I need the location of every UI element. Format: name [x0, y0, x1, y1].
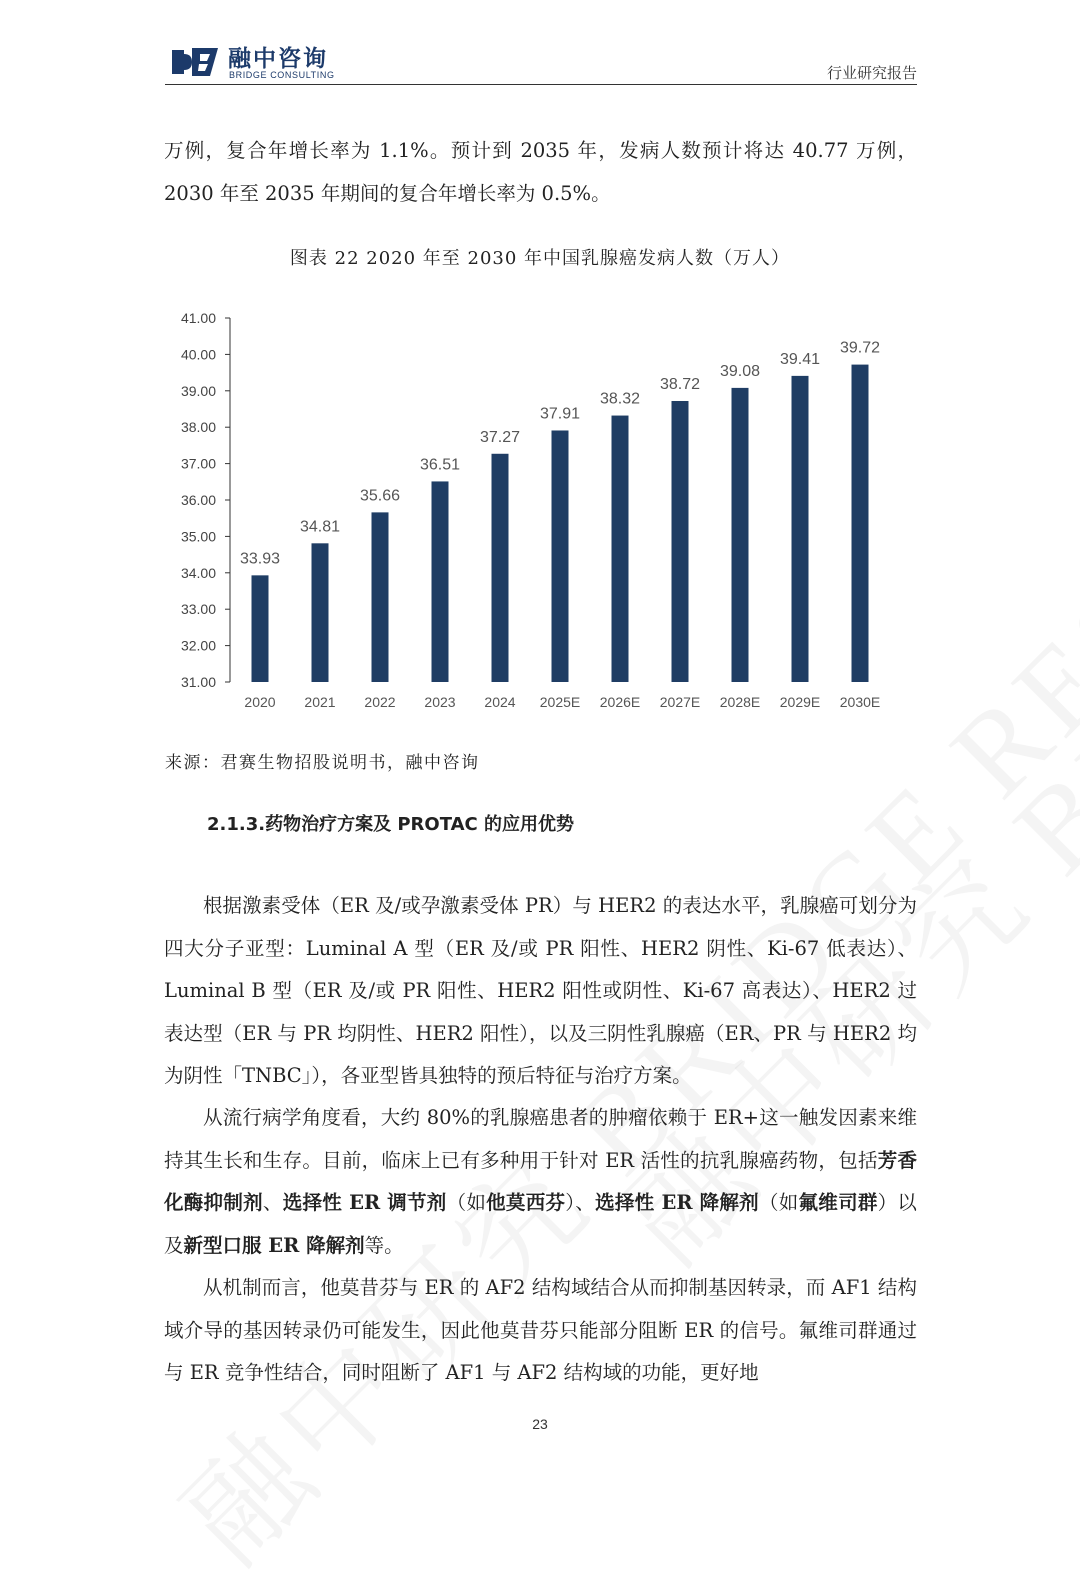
- text-run: ）、: [565, 1191, 596, 1214]
- drug-fulvestrant: 氟维司群: [798, 1191, 878, 1214]
- bar-value-label: 35.66: [359, 487, 401, 505]
- bar: [372, 512, 389, 682]
- x-tick-label: 2026E: [599, 694, 641, 710]
- bar-value-label: 34.81: [299, 518, 341, 536]
- paragraph-epidemiology: [164, 1097, 917, 1267]
- bar: [732, 388, 749, 682]
- text-run: 等。: [364, 1233, 404, 1257]
- y-tick-label: 39.00: [180, 382, 216, 399]
- bar: [672, 401, 689, 682]
- y-tick-label: 35.00: [180, 528, 216, 545]
- x-tick-label: 2023: [424, 694, 456, 710]
- text-run: 、: [262, 1191, 283, 1214]
- page-header: [165, 36, 917, 84]
- x-tick-label: 2024: [484, 694, 516, 710]
- drug-class-aromatase-inhibitor: 芳香化酶抑制剂: [164, 1148, 917, 1214]
- x-tick-label: 2030E: [839, 694, 881, 710]
- figure-source: 来源：君赛生物招股说明书，融中咨询: [165, 753, 480, 773]
- bar: [492, 454, 509, 682]
- drug-class-serd: 选择性 ER 降解剂: [595, 1191, 759, 1214]
- bar-value-label: 39.72: [839, 339, 881, 357]
- y-tick-label: 41.00: [180, 310, 216, 326]
- bar-value-label: 37.91: [539, 405, 581, 423]
- x-tick-label: 2028E: [719, 694, 761, 710]
- x-tick-label: 2020: [244, 694, 276, 710]
- y-tick-label: 32.00: [180, 637, 216, 654]
- y-tick-label: 36.00: [180, 492, 216, 508]
- text-run: 从流行病学角度看，大约 80%的乳腺癌患者的肿瘤依赖于 ER+这一触发因素来维持其生长和生存。目前，临床上已有多种用于针对 ER 活性的抗乳腺癌药物，包括: [164, 1106, 917, 1172]
- bar: [432, 481, 449, 682]
- text-run: （如: [446, 1191, 487, 1214]
- brand-logo: [165, 38, 385, 82]
- bar-value-label: 38.72: [659, 375, 701, 393]
- y-tick-label: 38.00: [180, 419, 216, 436]
- bar-value-label: 39.41: [779, 350, 821, 368]
- x-tick-label: 2021: [304, 694, 336, 710]
- bar-value-label: 37.27: [479, 428, 521, 446]
- x-tick-label: 2022: [364, 694, 396, 710]
- x-tick-label: 2029E: [779, 694, 821, 710]
- bar: [312, 543, 329, 682]
- page-number: 23: [532, 1416, 548, 1432]
- text-run: （如: [758, 1191, 799, 1214]
- bar: [612, 416, 629, 682]
- y-tick-label: 33.00: [180, 601, 216, 618]
- bar: [852, 365, 869, 682]
- section-heading: 2.1.3.药物治疗方案及 PROTAC 的应用优势: [207, 814, 574, 835]
- bar: [792, 376, 809, 682]
- report-type-label: 行业研究报告: [826, 64, 917, 82]
- x-tick-label: 2027E: [659, 694, 701, 710]
- header-divider: [165, 84, 917, 85]
- y-tick-label: 34.00: [180, 564, 216, 581]
- intro-paragraph: 万例，复合年增长率为 1.1%。预计到 2035 年，发病人数预计将达 40.77 万例，2030 年至 2035 年期间的复合年增长率为 0.5%。: [164, 139, 917, 205]
- paragraph-mechanism: 从机制而言，他莫昔芬与 ER 的 AF2 结构域结合从而抑制基因转录，而 AF1 结构域介导的基因转录仍可能发生，因此他莫昔芬只能部分阻断 ER 的信号。氟维司群通过与 ER 竞争性结合，同时阻断了 AF1 与 AF2 结构域的功能，更好地: [164, 1276, 917, 1384]
- y-tick-label: 40.00: [180, 346, 216, 363]
- logo-text-cn: 融中咨询: [228, 46, 328, 72]
- bar-value-label: 39.08: [719, 362, 761, 380]
- text-run: ）以及: [164, 1191, 917, 1257]
- incidence-bar-chart: [160, 300, 900, 720]
- y-tick-label: 31.00: [180, 674, 216, 690]
- bar: [252, 575, 269, 682]
- bar-value-label: 36.51: [419, 456, 461, 474]
- y-tick-label: 37.00: [180, 455, 216, 472]
- drug-tamoxifen: 他莫西芬: [486, 1191, 566, 1214]
- bar-value-label: 38.32: [599, 390, 641, 408]
- drug-class-oral-serd: 新型口服 ER 降解剂: [183, 1233, 365, 1257]
- paragraph-subtypes: 根据激素受体（ER 及/或孕激素受体 PR）与 HER2 的表达水平，乳腺癌可划分为四大分子亚型：Luminal A 型（ER 及/或 PR 阳性、HER2 阴性、Ki-67 低表达）、Luminal B 型（ER 及/或 PR 阳性、HER2 阳性或阴性、Ki-67 高表达）、HER2 过表达型（ER 与 PR 均阴性、HER2 阳性），以及三阴性乳腺癌（ER、PR 与 HER2 均为阴性「TNBC」），各亚型皆具独特的预后特征与治疗方案。: [164, 894, 917, 1087]
- bridge-logo-icon: [170, 44, 220, 80]
- figure-title: 图表 22 2020 年至 2030 年中国乳腺癌发病人数（万人）: [289, 248, 791, 269]
- bar: [552, 430, 569, 682]
- logo-text-en: BRIDGE CONSULTING: [229, 70, 335, 80]
- drug-class-serm: 选择性 ER 调节剂: [282, 1191, 447, 1214]
- x-tick-label: 2025E: [539, 694, 581, 710]
- bar-value-label: 33.93: [239, 550, 281, 568]
